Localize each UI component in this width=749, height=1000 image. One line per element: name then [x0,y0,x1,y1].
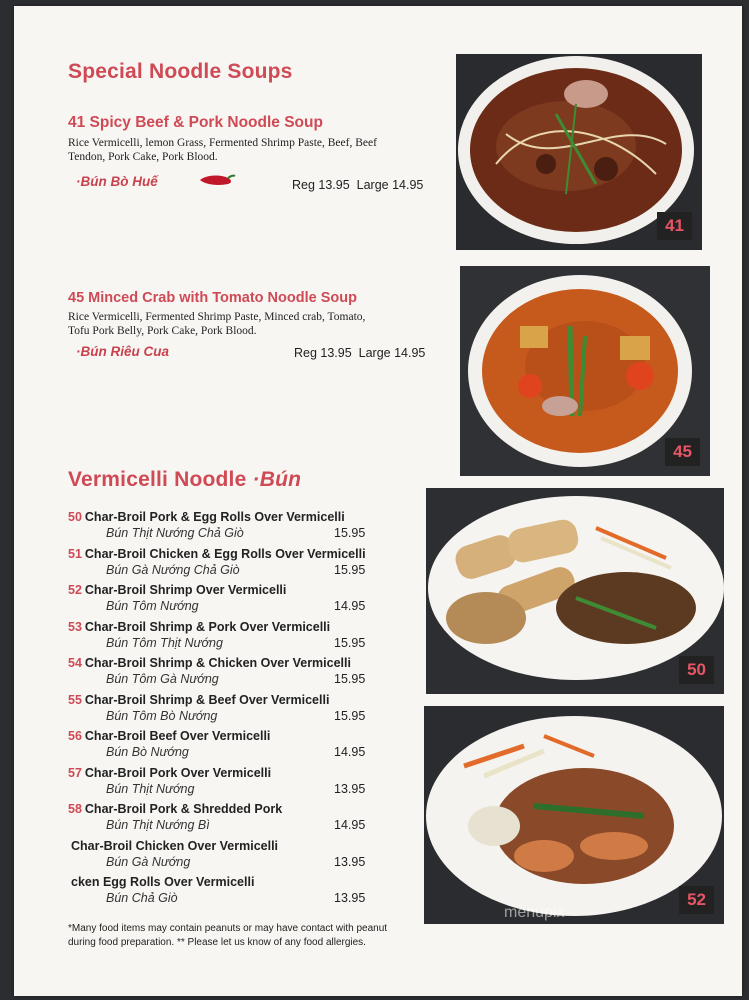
price-reg: Reg 13.95 [292,178,350,192]
section-title-viet: ·Bún [252,468,302,491]
item-number: 51 [68,546,82,561]
item-number: 55 [68,692,82,707]
item-price: 13.95 [334,854,366,869]
section-title-vermicelli [68,468,301,492]
item-name: Char-Broil Pork & Egg Rolls Over Vermicelli [84,510,345,524]
menu-item-row [68,800,378,818]
item-desc-45: Rice Vermicelli, Fermented Shrimp Paste, Minced crab, Tomato, Tofu Pork Belly, Pork Cake, Pork Blood. [68,311,366,337]
menu-item-row [68,873,378,891]
item-name: Char-Broil Chicken & Egg Rolls Over Vermicelli [84,546,366,561]
item-desc-41: Rice Vermicelli, lemon Grass, Fermented Shrimp Paste, Beef, Beef Tendon, Pork Cake, Pork Blood. [68,137,377,163]
item-viet-name: Bún Thịt Nướng [106,781,195,796]
item-name: Char-Broil Beef Over Vermicelli [84,729,271,743]
item-name: Char-Broil Shrimp & Chicken Over Vermicelli [84,656,351,670]
section-title-text: Vermicelli Noodle [68,468,247,491]
item-viet-name: Bún Thịt Nướng Chả Giò [106,526,244,540]
menu-item-row [68,545,378,563]
menu-item-row [68,764,378,782]
item-price: 14.95 [334,745,366,759]
menu-item-row [68,654,378,672]
item-number: 56 [68,729,82,743]
menu-item-row [68,581,378,599]
item-price-41 [292,178,423,192]
photo-badge-52: 52 [679,886,714,914]
item-title-45: 45 Minced Crab with Tomato Noodle Soup [68,290,357,306]
item-viet-name: Bún Tôm Gà Nướng [106,672,219,686]
item-viet-45: ·Bún Riêu Cua [76,344,169,359]
item-number: 50 [68,510,82,524]
item-price: 14.95 [334,818,366,832]
item-name: Char-Broil Pork & Shredded Pork [84,802,283,816]
item-viet-name: Bún Chả Giò [106,891,178,905]
item-price: 15.95 [334,635,366,650]
section-title-soups: Special Noodle Soups [68,60,293,83]
item-price: 15.95 [334,672,366,686]
allergy-footnote: *Many food items may contain peanuts or may have contact with peanut during food preparation. ** Please let us know of any food allergies. [68,923,388,948]
item-viet-41: ·Bún Bò Huế [76,174,158,189]
photo-badge-41: 41 [657,212,692,240]
menu-item-row [68,727,378,745]
item-name: Char-Broil Pork Over Vermicelli [84,765,272,780]
menu-item-row [68,618,378,636]
price-large: Large 14.95 [358,346,426,360]
item-name: Char-Broil Shrimp & Pork Over Vermicelli [84,619,331,634]
item-number: 53 [68,619,82,634]
menu-page [14,6,742,996]
item-viet-name: Bún Thịt Nướng Bì [106,818,210,832]
item-price: 15.95 [334,526,366,540]
chili-pepper-icon [198,172,236,193]
menu-item-row [68,508,378,526]
menu-item-row [68,837,378,855]
item-name: Char-Broil Shrimp & Beef Over Vermicelli [84,692,330,707]
item-price: 15.95 [334,708,366,723]
item-viet-name: Bún Bò Nướng [106,745,189,759]
photo-item-52 [424,706,724,924]
item-price: 15.95 [334,562,366,577]
item-viet-name: Bún Gà Nướng [106,854,191,869]
item-price: 14.95 [334,599,366,613]
item-number: 58 [68,802,82,816]
item-price: 13.95 [334,781,366,796]
photo-item-45 [460,266,710,476]
menu-item-row [68,691,378,709]
item-number: 52 [68,583,82,597]
item-viet-name: Bún Tôm Thịt Nướng [106,635,223,650]
item-name: cken Egg Rolls Over Vermicelli [71,875,255,889]
item-name: Char-Broil Shrimp Over Vermicelli [84,583,287,597]
item-price: 13.95 [334,891,366,905]
watermark: menupix [504,904,565,921]
item-title-41: 41 Spicy Beef & Pork Noodle Soup [68,114,323,131]
photo-badge-45: 45 [665,438,700,466]
item-number: 57 [68,765,82,780]
photo-badge-50: 50 [679,656,714,684]
item-viet-name: Bún Tôm Nướng [106,599,199,613]
item-name: Char-Broil Chicken Over Vermicelli [71,838,279,853]
photo-item-41 [456,54,702,250]
item-viet-name: Bún Gà Nướng Chả Giò [106,562,240,577]
item-price-45 [294,346,425,360]
photo-item-50 [426,488,724,694]
price-large: Large 14.95 [356,178,424,192]
item-number: 54 [68,656,82,670]
item-viet-name: Bún Tôm Bò Nướng [106,708,218,723]
price-reg: Reg 13.95 [294,346,352,360]
